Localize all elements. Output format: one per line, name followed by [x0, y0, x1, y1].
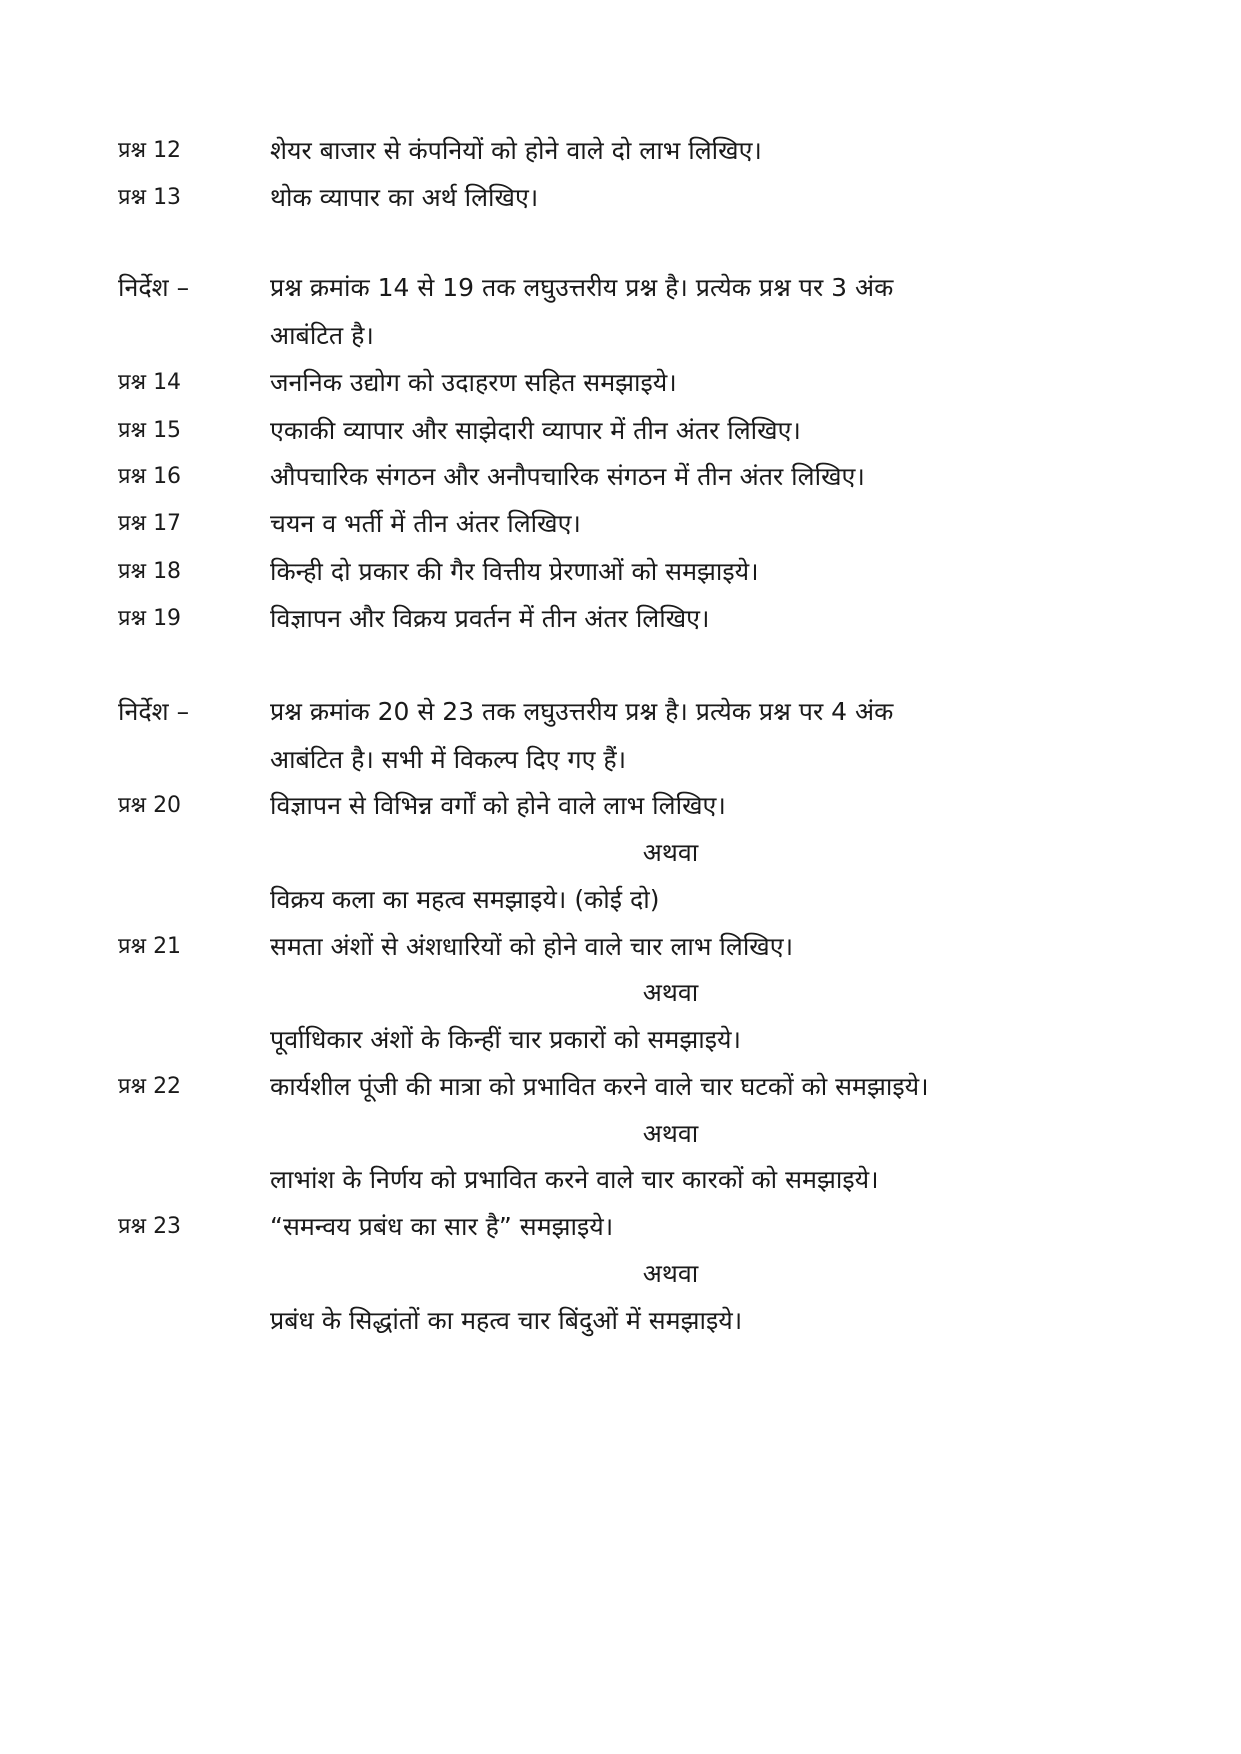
- question-number: प्रश्न 15: [118, 418, 182, 443]
- question-row: [118, 457, 1118, 497]
- question-number: प्रश्न 13: [118, 185, 182, 210]
- question-row: [118, 786, 1118, 826]
- question-row: [118, 178, 1118, 218]
- directive-row-continued: [118, 316, 1118, 356]
- question-row: [118, 1207, 1118, 1247]
- question-row: [118, 1067, 1118, 1107]
- question-number: प्रश्न 18: [118, 559, 182, 584]
- or-label: अथवा: [642, 838, 699, 867]
- question-row: [118, 552, 1118, 592]
- question-text: “समन्वय प्रबंध का सार है” समझाइये।: [270, 1212, 614, 1241]
- question-text: चयन व भर्ती में तीन अंतर लिखिए।: [270, 509, 581, 538]
- directive-text-line1: प्रश्न क्रमांक 14 से 19 तक लघुउत्तरीय प्रश्न है। प्रत्येक प्रश्न पर 3 अंक: [270, 273, 894, 302]
- question-row: [118, 411, 1118, 451]
- question-text: थोक व्यापार का अर्थ लिखिए।: [270, 183, 539, 212]
- question-row: [118, 927, 1118, 967]
- or-label: अथवा: [642, 1119, 699, 1148]
- question-row: [118, 363, 1118, 403]
- question-text: शेयर बाजार से कंपनियों को होने वाले दो लाभ लिखिए।: [270, 136, 762, 165]
- directive-row: [118, 692, 1118, 732]
- alternative-question-text: विक्रय कला का महत्व समझाइये। (कोई दो): [270, 885, 660, 914]
- or-separator: [0, 1114, 1241, 1154]
- or-separator: [0, 973, 1241, 1013]
- question-row: [118, 599, 1118, 639]
- alternative-question-row: [118, 1020, 1118, 1060]
- directive-label: निर्देश –: [118, 273, 190, 302]
- directive-row: [118, 268, 1118, 308]
- question-number: प्रश्न 17: [118, 511, 182, 536]
- question-number: प्रश्न 16: [118, 464, 182, 489]
- question-number: प्रश्न 22: [118, 1074, 182, 1099]
- alternative-question-row: [118, 880, 1118, 920]
- alternative-question-text: लाभांश के निर्णय को प्रभावित करने वाले चार कारकों को समझाइये।: [270, 1165, 879, 1194]
- or-separator: [0, 833, 1241, 873]
- question-text: किन्ही दो प्रकार की गैर वित्तीय प्रेरणाओं को समझाइये।: [270, 557, 759, 586]
- or-label: अथवा: [642, 978, 699, 1007]
- question-text: औपचारिक संगठन और अनौपचारिक संगठन में तीन अंतर लिखिए।: [270, 462, 865, 491]
- question-text: विज्ञापन और विक्रय प्रवर्तन में तीन अंतर लिखिए।: [270, 604, 710, 633]
- alternative-question-text: पूर्वाधिकार अंशों के किन्हीं चार प्रकारों को समझाइये।: [270, 1025, 741, 1054]
- question-text: कार्यशील पूंजी की मात्रा को प्रभावित करने वाले चार घटकों को समझाइये।: [270, 1072, 929, 1101]
- question-number: प्रश्न 12: [118, 138, 182, 163]
- question-number: प्रश्न 20: [118, 793, 182, 818]
- alternative-question-row: [118, 1301, 1118, 1341]
- question-row: [118, 131, 1118, 171]
- question-text: एकाकी व्यापार और साझेदारी व्यापार में तीन अंतर लिखिए।: [270, 416, 801, 445]
- question-row: [118, 504, 1118, 544]
- alternative-question-text: प्रबंध के सिद्धांतों का महत्व चार बिंदुओं में समझाइये।: [270, 1306, 743, 1335]
- directive-label: निर्देश –: [118, 697, 190, 726]
- question-number: प्रश्न 19: [118, 606, 182, 631]
- directive-row-continued: [118, 740, 1118, 780]
- question-text: समता अंशों से अंशधारियों को होने वाले चार लाभ लिखिए।: [270, 932, 794, 961]
- directive-text-line1: प्रश्न क्रमांक 20 से 23 तक लघुउत्तरीय प्रश्न है। प्रत्येक प्रश्न पर 4 अंक: [270, 697, 894, 726]
- directive-text-line2: आबंटित है।: [270, 321, 374, 350]
- question-text: विज्ञापन से विभिन्न वर्गों को होने वाले लाभ लिखिए।: [270, 791, 726, 820]
- directive-text-line2: आबंटित है। सभी में विकल्प दिए गए हैं।: [270, 745, 627, 774]
- question-number: प्रश्न 23: [118, 1214, 182, 1239]
- alternative-question-row: [118, 1160, 1118, 1200]
- or-label: अथवा: [642, 1259, 699, 1288]
- question-text: जननिक उद्योग को उदाहरण सहित समझाइये।: [270, 368, 677, 397]
- question-number: प्रश्न 14: [118, 370, 182, 395]
- question-number: प्रश्न 21: [118, 934, 182, 959]
- or-separator: [0, 1254, 1241, 1294]
